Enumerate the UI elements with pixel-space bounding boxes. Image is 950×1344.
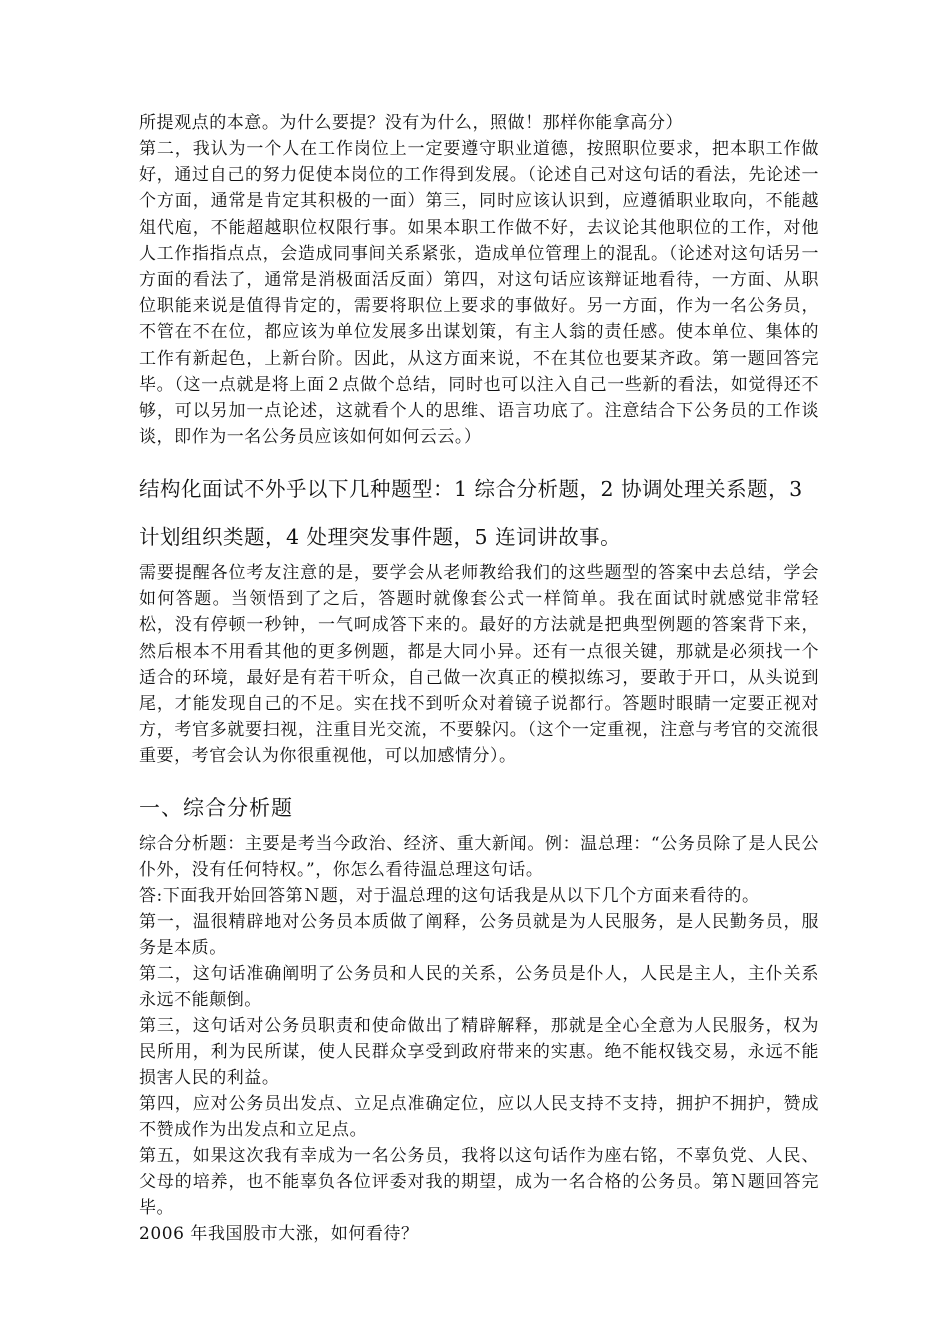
paragraph-intro-end: 所提观点的本意。为什么要提？没有为什么，照做！那样你能拿高分） (139, 113, 684, 133)
paragraph-stock-question: 2006 年我国股市大涨，如何看待？ (139, 1224, 419, 1244)
paragraph-point-three: 第三，这句话对公务员职责和使命做出了精辟解释，那就是全心全意为人民服务，权为民所用，利为民所谋，使人民群众享受到政府带来的实惠。绝不能权钱交易，永远不能损害人民的利益。 (139, 1016, 819, 1089)
paragraph-point-five: 第五，如果这次我有幸成为一名公务员，我将以这句话作为座右铭，不辜负党、人民、父母的培养，也不能辜负各位评委对我的期望，成为一名合格的公务员。第Ｎ题回答完毕。 (139, 1146, 819, 1219)
paragraph-answer-start: 答:下面我开始回答第Ｎ题，对于温总理的这句话我是从以下几个方面来看待的。 (139, 886, 760, 906)
paragraph-point-one: 第一，温很精辟地对公务员本质做了阐释，公务员就是为人民服务，是人民勤务员，服务是本质。 (139, 912, 819, 959)
paragraph-analysis-intro: 综合分析题：主要是考当今政治、经济、重大新闻。例：温总理：“公务员除了是人民公仆外，没有任何特权。”，你怎么看待温总理这句话。 (139, 834, 819, 881)
paragraph-answer-points: 第二，我认为一个人在工作岗位上一定要遵守职业道德，按照职位要求，把本职工作做好，通过自己的努力促使本岗位的工作得到发展。（论述自己对这句话的看法，先论述一个方面，通常是肯定其积极的一面）第三，同时应该认识到，应遵循职业取向，不能越俎代庖，不能超越职位权限行事。如果本职工作做不好，去议论其他职位的工作，对他人工作指指点点，会造成同事间关系紧张，造成单位管理上的混乱。（论述对这句话另一方面的看法了，通常是消极面活反面）第四，对这句话应该辩证地看待，一方面、从职位职能来说是值得肯定的，需要将职位上要求的事做好。另一方面，作为一名公务员，不管在不在位，都应该为单位发展多出谋划策，有主人翁的责任感。使本单位、集体的工作有新起色，上新台阶。因此，从这方面来说，不在其位也要某齐政。第一题回答完毕。（这一点就是将上面２点做个总结，同时也可以注入自己一些新的看法，如觉得还不够，可以另加一点论述，这就看个人的思维、语言功底了。注意结合下公务员的工作谈谈，即作为一名公务员应该如何如何云云。） (139, 139, 819, 448)
paragraph-point-two: 第二，这句话准确阐明了公务员和人民的关系，公务员是仆人，人民是主人，主仆关系永远不能颠倒。 (139, 964, 819, 1011)
section-heading: 一、综合分析题 (139, 796, 293, 820)
paragraph-advice: 需要提醒各位考友注意的是，要学会从老师教给我们的这些题型的答案中去总结，学会如何答题。当领悟到了之后，答题时就像套公式一样简单。我在面试时就感觉非常轻松，没有停顿一秒钟，一气呵成答下来的。最好的方法就是把典型例题的答案背下来，然后根本不用看其他的更多例题，都是大同小异。还有一点很关键，那就是必须找一个适合的环境，最好是有若干听众，自己做一次真正的模拟练习，要敢于开口，从头说到尾，才能发现自己的不足。实在找不到听众对着镜子说都行。答题时眼睛一定要正视对方，考官多就要扫视，注重目光交流，不要躲闪。（这个一定重视，注意与考官的交流很重要，考官会认为你很重视他，可以加感情分）。 (139, 563, 819, 767)
paragraph-question-types: 结构化面试不外乎以下几种题型：1 综合分析题，2 协调处理关系题，3 计划组织类题，4 处理突发事件题，5 连词讲故事。 (139, 477, 803, 549)
paragraph-point-four: 第四，应对公务员出发点、立足点准确定位，应以人民支持不支持，拥护不拥护，赞成不赞成作为出发点和立足点。 (139, 1094, 819, 1141)
